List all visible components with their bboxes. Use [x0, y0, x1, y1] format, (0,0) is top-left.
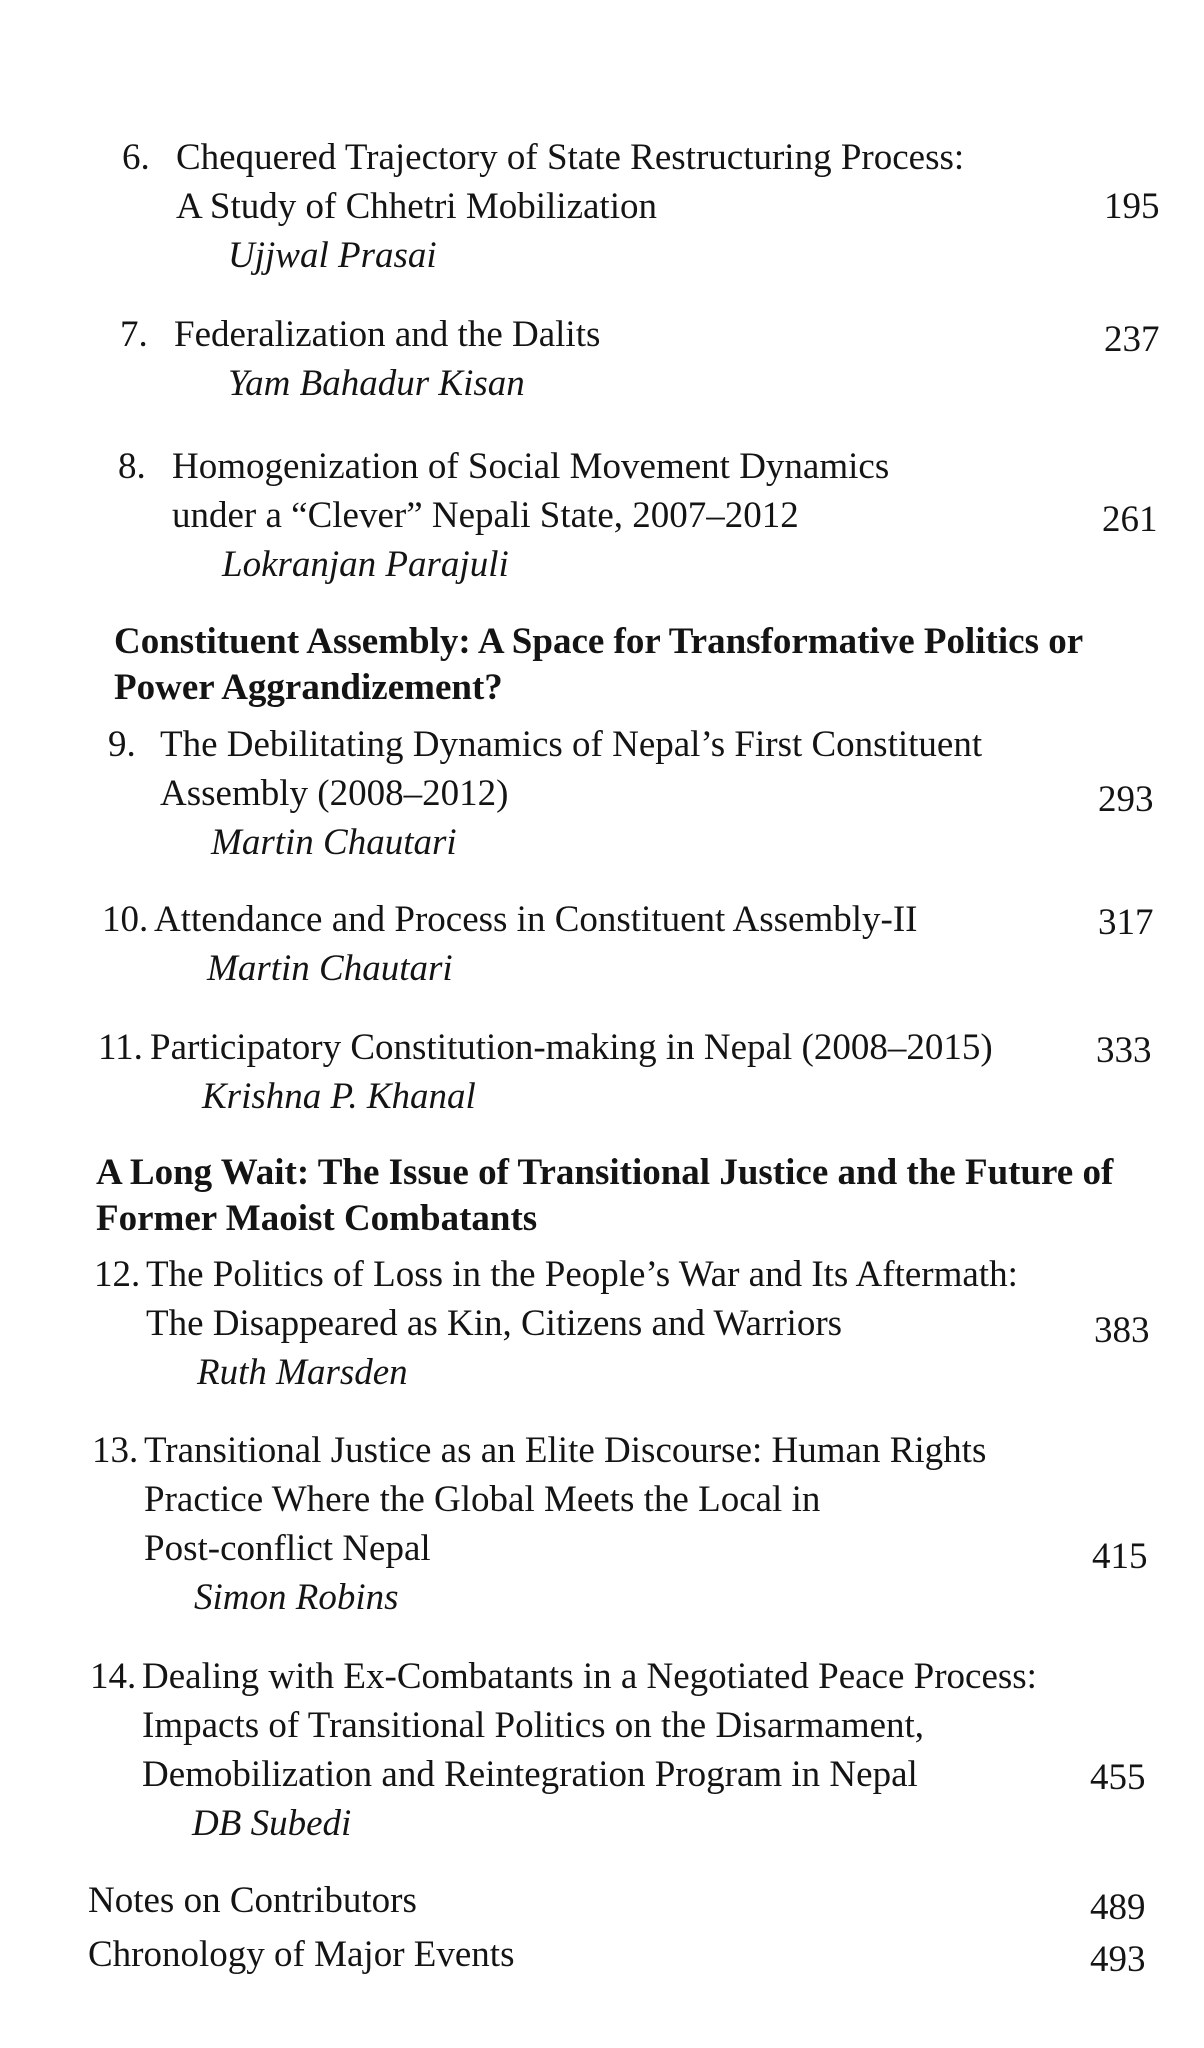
entry-page-number: 415 [1092, 1536, 1148, 1577]
entry-author: DB Subedi [192, 1803, 352, 1844]
entry-title-line: Impacts of Transitional Politics on the Disarmament, [142, 1705, 925, 1746]
entry-page-number: 237 [1104, 319, 1160, 360]
toc-entry-12 [94, 1250, 1018, 1397]
entry-number: 7. [120, 314, 148, 355]
entry-title-line: Dealing with Ex-Combatants in a Negotiated Peace Process: [142, 1656, 1037, 1697]
entry-page-number: 455 [1090, 1757, 1146, 1798]
toc-entry-10 [102, 895, 918, 993]
section-heading-line: Power Aggrandizement? [114, 667, 503, 708]
entry-author: Yam Bahadur Kisan [228, 363, 525, 404]
entry-number: 11. [98, 1027, 143, 1068]
entry-title-line: Demobilization and Reintegration Program in Nepal [142, 1754, 918, 1795]
toc-entry-13 [92, 1426, 986, 1622]
entry-number: 6. [122, 137, 150, 178]
entry-number: 8. [118, 446, 146, 487]
entry-title-line: Post-conflict Nepal [144, 1528, 431, 1569]
toc-entry-14 [90, 1652, 1037, 1848]
entry-title-line: Homogenization of Social Movement Dynamics [172, 446, 890, 487]
section-heading-line: Constituent Assembly: A Space for Transformative Politics or [114, 621, 1084, 662]
entry-number: 12. [94, 1254, 141, 1295]
toc-entry-8 [118, 442, 889, 589]
entry-author: Martin Chautari [211, 822, 457, 863]
section-heading-line: Former Maoist Combatants [96, 1198, 538, 1239]
section-heading [96, 1150, 1113, 1242]
entry-author: Ruth Marsden [197, 1352, 408, 1393]
backmatter-page-number: 493 [1090, 1939, 1146, 1980]
toc-entry-6 [122, 133, 964, 280]
entry-page-number: 333 [1096, 1030, 1152, 1071]
entry-author: Lokranjan Parajuli [222, 544, 509, 585]
section-heading-line: A Long Wait: The Issue of Transitional Justice and the Future of [96, 1152, 1114, 1193]
entry-title-line: Transitional Justice as an Elite Discourse: Human Rights [144, 1430, 987, 1471]
entry-author: Simon Robins [194, 1577, 399, 1618]
entry-number: 13. [92, 1430, 139, 1471]
entry-title-line: under a “Clever” Nepali State, 2007–2012 [172, 495, 799, 536]
entry-author: Krishna P. Khanal [202, 1076, 476, 1117]
entry-page-number: 261 [1102, 499, 1158, 540]
backmatter-notes-on-contributors: Notes on Contributors [88, 1880, 417, 1921]
backmatter-page-number: 489 [1090, 1887, 1146, 1928]
entry-title-line: Practice Where the Global Meets the Local in [144, 1479, 821, 1520]
entry-title-line: Chequered Trajectory of State Restructuring Process: [176, 137, 965, 178]
entry-title-line: Federalization and the Dalits [174, 314, 601, 355]
entry-number: 14. [90, 1656, 137, 1697]
entry-page-number: 317 [1098, 902, 1154, 943]
section-heading [114, 619, 1083, 711]
entry-number: 9. [108, 724, 136, 765]
toc-entry-11 [98, 1023, 993, 1121]
toc-entry-9 [108, 720, 982, 867]
entry-page-number: 383 [1094, 1310, 1150, 1351]
entry-page-number: 293 [1098, 779, 1154, 820]
entry-title-line: The Politics of Loss in the People’s War and Its Aftermath: [146, 1254, 1018, 1295]
entry-author: Ujjwal Prasai [228, 235, 437, 276]
entry-title-line: A Study of Chhetri Mobilization [176, 186, 657, 227]
entry-number: 10. [102, 899, 149, 940]
entry-author: Martin Chautari [207, 948, 453, 989]
backmatter-chronology: Chronology of Major Events [88, 1934, 515, 1975]
entry-title-line: The Debilitating Dynamics of Nepal’s First Constituent [160, 724, 983, 765]
toc-entry-7 [120, 310, 600, 408]
entry-title-line: Participatory Constitution-making in Nepal (2008–2015) [150, 1027, 993, 1068]
entry-title-line: The Disappeared as Kin, Citizens and Warriors [146, 1303, 843, 1344]
entry-title-line: Attendance and Process in Constituent Assembly-II [154, 899, 918, 940]
entry-title-line: Assembly (2008–2012) [160, 773, 509, 814]
entry-page-number: 195 [1104, 186, 1160, 227]
